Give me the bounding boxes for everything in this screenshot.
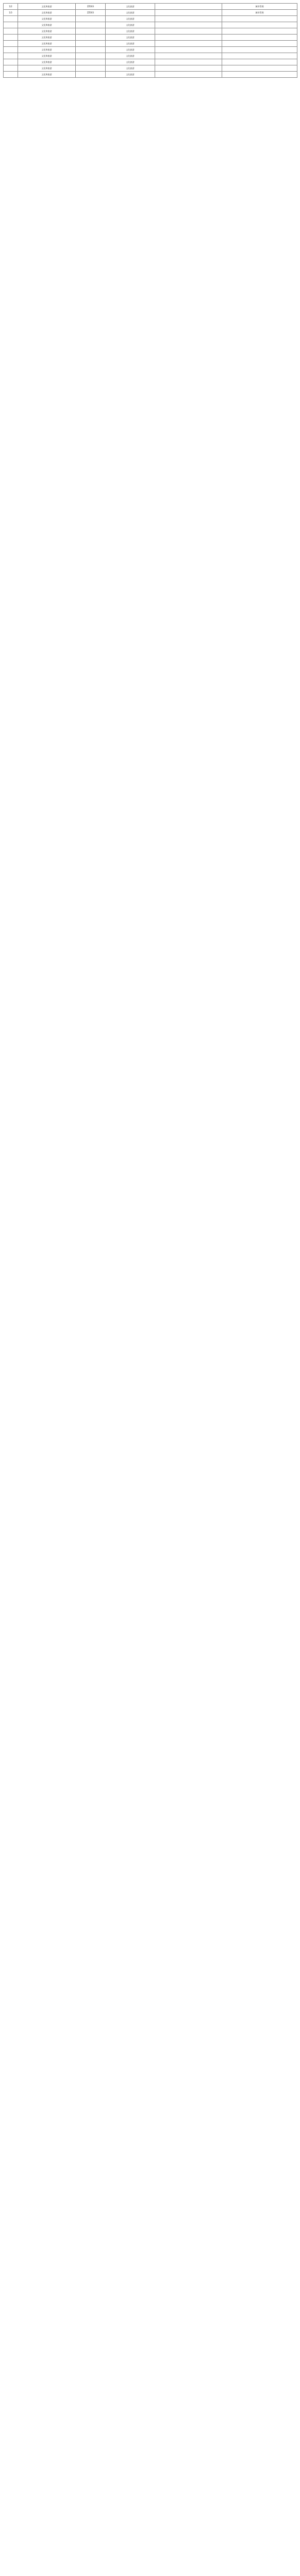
table-cell: 城市管理 bbox=[222, 4, 297, 10]
table-cell bbox=[155, 16, 222, 22]
table-row bbox=[4, 59, 297, 65]
table-cell bbox=[222, 59, 297, 65]
table-cell bbox=[155, 28, 222, 35]
table-row bbox=[4, 35, 297, 41]
table-cell bbox=[4, 47, 18, 53]
table-cell bbox=[76, 28, 106, 35]
table-cell bbox=[155, 4, 222, 10]
table-cell: 文化和旅游 bbox=[18, 41, 76, 47]
table-cell bbox=[76, 16, 106, 22]
table-cell: 文化和旅游 bbox=[18, 72, 76, 78]
table-row bbox=[4, 22, 297, 28]
table-cell: 文化旅游 bbox=[106, 59, 155, 65]
table-cell bbox=[4, 41, 18, 47]
table-cell bbox=[155, 47, 222, 53]
table-row bbox=[4, 28, 297, 35]
table-cell: 文化旅游 bbox=[106, 28, 155, 35]
table-cell: 文化和旅游 bbox=[18, 10, 76, 16]
table-cell: 文化旅游 bbox=[106, 16, 155, 22]
table-cell bbox=[4, 53, 18, 59]
table-cell bbox=[76, 35, 106, 41]
table-cell: 文化旅游 bbox=[106, 72, 155, 78]
table-cell: ZZ003 bbox=[76, 10, 106, 16]
table-cell bbox=[222, 41, 297, 47]
table-cell bbox=[222, 65, 297, 72]
table-cell bbox=[4, 65, 18, 72]
table-cell bbox=[222, 22, 297, 28]
table-cell: 文化旅游 bbox=[106, 4, 155, 10]
table-cell bbox=[4, 59, 18, 65]
table-cell: 文化旅游 bbox=[106, 65, 155, 72]
table-cell: 文化和旅游 bbox=[18, 22, 76, 28]
table-cell bbox=[76, 53, 106, 59]
document-page bbox=[3, 3, 297, 78]
table-cell bbox=[4, 22, 18, 28]
table-cell bbox=[76, 22, 106, 28]
table-cell bbox=[222, 28, 297, 35]
table-cell bbox=[155, 59, 222, 65]
table-row bbox=[4, 65, 297, 72]
table-row bbox=[4, 10, 297, 16]
table-row bbox=[4, 4, 297, 10]
table-cell: 文化旅游 bbox=[106, 22, 155, 28]
table-cell bbox=[222, 35, 297, 41]
table-cell: 文化旅游 bbox=[106, 53, 155, 59]
table-cell: 文化旅游 bbox=[106, 10, 155, 16]
table-cell: 文化和旅游 bbox=[18, 59, 76, 65]
table-row bbox=[4, 47, 297, 53]
table-cell: 文化和旅游 bbox=[18, 4, 76, 10]
table-cell: 文化和旅游 bbox=[18, 65, 76, 72]
table-cell bbox=[76, 41, 106, 47]
table-body bbox=[4, 4, 297, 78]
table-cell: 文化旅游 bbox=[106, 47, 155, 53]
table-cell bbox=[155, 72, 222, 78]
table-cell: 1/2 bbox=[4, 4, 18, 10]
table-cell bbox=[155, 22, 222, 28]
table-cell bbox=[4, 28, 18, 35]
table-cell bbox=[76, 47, 106, 53]
table-row bbox=[4, 53, 297, 59]
table-cell: 文化旅游 bbox=[106, 41, 155, 47]
table-cell: 1/3 bbox=[4, 10, 18, 16]
data-table bbox=[3, 3, 297, 78]
table-cell bbox=[4, 35, 18, 41]
table-cell: 城市管理 bbox=[222, 10, 297, 16]
table-cell: 文化和旅游 bbox=[18, 53, 76, 59]
table-cell bbox=[155, 41, 222, 47]
table-cell: 文化旅游 bbox=[106, 35, 155, 41]
table-cell: ZZ003 bbox=[76, 4, 106, 10]
table-cell bbox=[76, 72, 106, 78]
table-cell bbox=[155, 35, 222, 41]
table-cell bbox=[222, 16, 297, 22]
table-cell: 文化和旅游 bbox=[18, 35, 76, 41]
table-cell bbox=[76, 65, 106, 72]
table-cell bbox=[4, 72, 18, 78]
table-cell bbox=[155, 10, 222, 16]
table-cell: 文化和旅游 bbox=[18, 16, 76, 22]
table-cell bbox=[4, 16, 18, 22]
table-cell bbox=[222, 47, 297, 53]
table-row bbox=[4, 41, 297, 47]
table-cell: 文化和旅游 bbox=[18, 28, 76, 35]
table-cell bbox=[222, 72, 297, 78]
table-row bbox=[4, 16, 297, 22]
table-cell bbox=[155, 65, 222, 72]
table-cell: 文化和旅游 bbox=[18, 47, 76, 53]
table-cell bbox=[76, 59, 106, 65]
table-cell bbox=[222, 53, 297, 59]
table-row bbox=[4, 72, 297, 78]
table-cell bbox=[155, 53, 222, 59]
